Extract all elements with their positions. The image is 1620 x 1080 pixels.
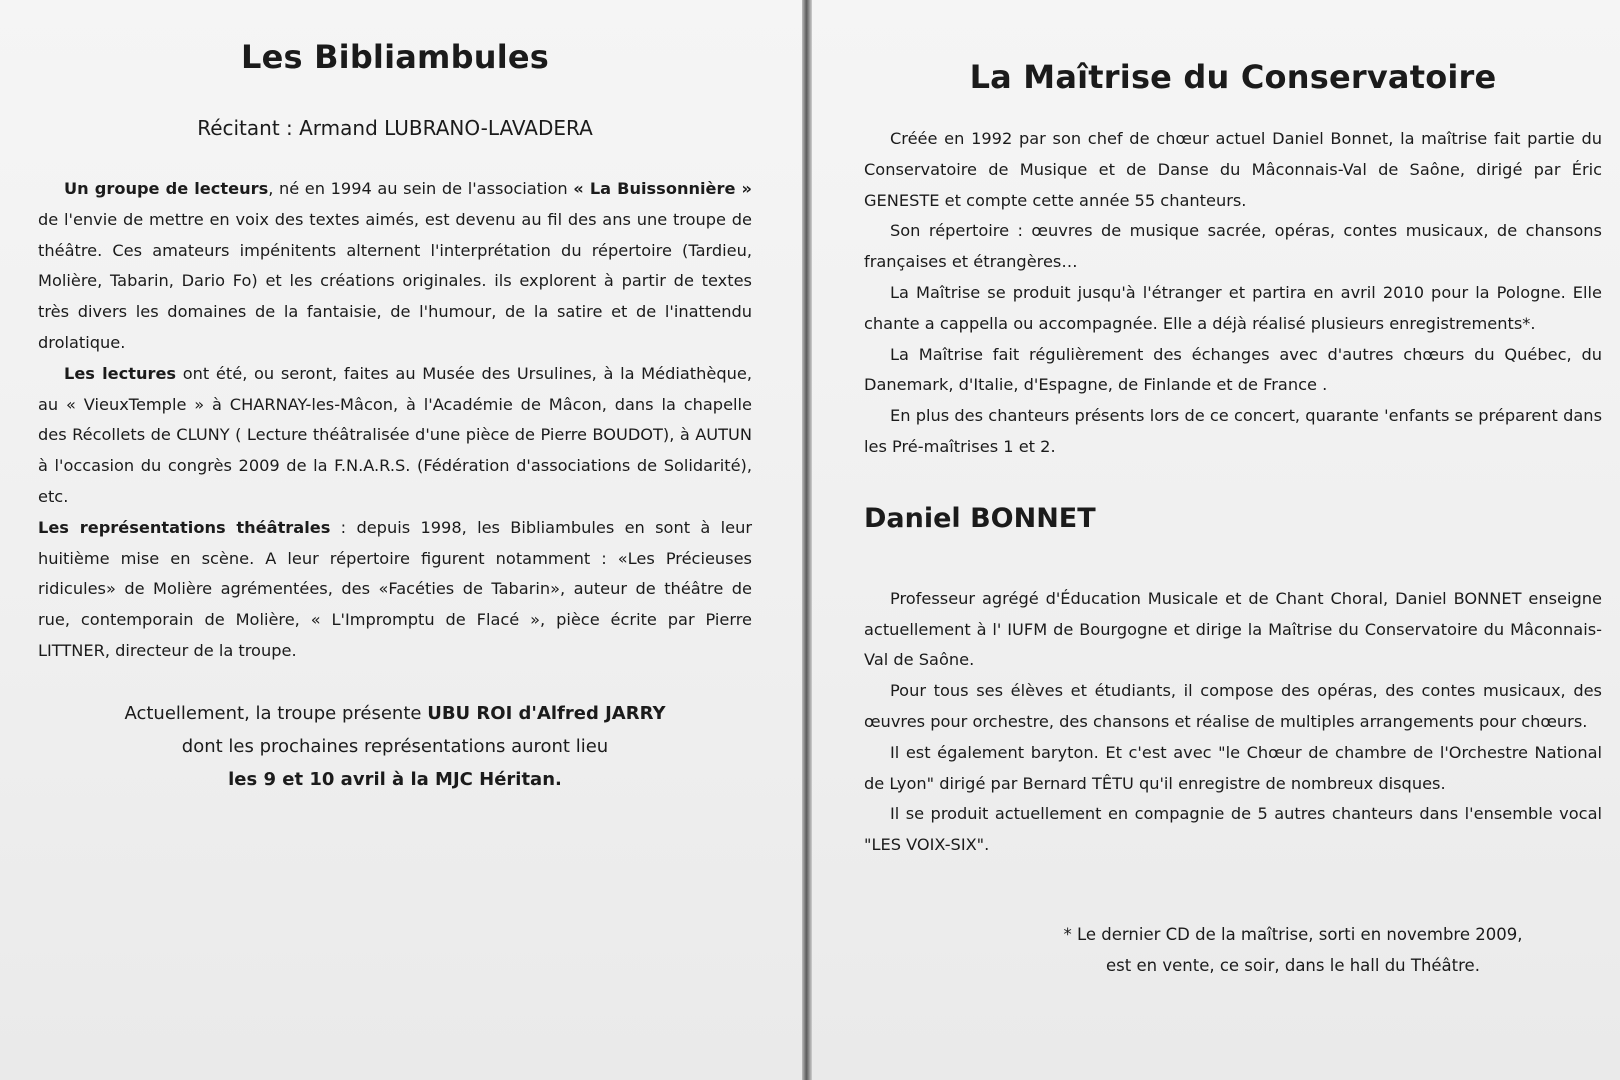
- performances-text: : depuis 1998, les Bibliambules en sont à leur huitième mise en scène. A leur répertoire figurent notamment : «Les Précieuses ridicules» de Molière agrémentées, des «Facéties de Tabarin», auteur de théâtre de rue, contemporain de Molière, « L'Impromptu de Flacé », pièce écrite par Pierre LITTNER, directeur de la troupe.: [38, 517, 752, 660]
- cd-footnote: [864, 919, 1602, 981]
- performances-paragraph: [38, 513, 752, 667]
- maitrise-paragraph-1: Créée en 1992 par son chef de chœur actuel Daniel Bonnet, la maîtrise fait partie du Conservatoire de Musique et de Danse du Mâconnais-Val de Saône, dirigé par Éric GENESTE et compte cette année 55 chanteurs.: [864, 129, 1602, 210]
- current-show-play: UBU ROI d'Alfred JARRY: [427, 702, 666, 724]
- reciter-line: Récitant : Armand LUBRANO-LAVADERA: [197, 116, 593, 140]
- cd-footnote-line-2: est en vente, ce soir, dans le hall du Théâtre.: [1106, 955, 1480, 975]
- bonnet-paragraph-2: Pour tous ses élèves et étudiants, il compose des opéras, des contes musicaux, des œuvres pour orchestre, des chansons et réalise de multiples arrangements pour chœurs.: [864, 681, 1602, 731]
- readings-bold: Les lectures: [64, 363, 177, 383]
- maitrise-paragraph-2: Son répertoire : œuvres de musique sacrée, opéras, contes musicaux, de chansons françaises et étrangères…: [864, 221, 1602, 272]
- bonnet-heading: Daniel BONNET: [864, 502, 1096, 534]
- intro-text-2: de l'envie de mettre en voix des textes aimés, est devenu au fil des ans une troupe de théâtre. Ces amateurs impénitents alternent l'interprétation du répertoire (Tardieu, Molière, Tabarin, Dario Fo) et les créations originales. ils explorent à partir de textes très divers les domaines de la fantaisie, de l'humour, de la satire et de l'inattendu drolatique.: [38, 209, 752, 352]
- current-show-text: Actuellement, la troupe présente: [124, 702, 428, 724]
- readings-paragraph: [38, 359, 752, 513]
- readings-text: ont été, ou seront, faites au Musée des Ursulines, à la Médiathèque, au « VieuxTemple » à CHARNAY-les-Mâcon, à l'Académie de Mâcon, dans la chapelle des Récollets de CLUNY ( Lecture théâtralisée d'une pièce de Pierre BOUDOT), à AUTUN à l'occasion du congrès 2009 de la F.N.A.R.S. (Fédération d'associations de Solidarité), etc.: [38, 363, 753, 506]
- current-show-dates-bold: les 9 et 10 avril à la MJC Héritan.: [228, 768, 562, 790]
- bonnet-paragraph-3: Il est également baryton. Et c'est avec "le Chœur de chambre de l'Orchestre National de Lyon" dirigé par Bernard TÊTU qu'il enregistre de nombreux disques.: [864, 742, 1602, 793]
- maitrise-paragraph-3: La Maîtrise se produit jusqu'à l'étranger et partira en avril 2010 pour la Pologne. Elle chante a cappella ou accompagnée. Elle a déjà réalisé plusieurs enregistrements*.: [864, 282, 1602, 333]
- cd-footnote-line-1: * Le dernier CD de la maîtrise, sorti en novembre 2009,: [1063, 924, 1523, 944]
- current-show-dates: [38, 763, 752, 796]
- intro-text-1: , né en 1994 au sein de l'association: [268, 179, 574, 198]
- bibliambules-title: Les Bibliambules: [240, 38, 550, 76]
- book-gutter: [802, 0, 812, 1080]
- maitrise-paragraph-5: En plus des chanteurs présents lors de ce concert, quarante 'enfants se préparent dans les Pré-maîtrises 1 et 2.: [864, 406, 1602, 456]
- current-show-line-1: [38, 697, 752, 730]
- current-show-line-2: dont les prochaines représentations auront lieu: [181, 735, 609, 757]
- bonnet-paragraph-1: Professeur agrégé d'Éducation Musicale et de Chant Choral, Daniel BONNET enseigne actuellement à l' IUFM de Bourgogne et dirige la Maîtrise du Conservatoire du Mâconnais-Val de Saône.: [864, 588, 1602, 670]
- bonnet-paragraph-4: Il se produit actuellement en compagnie de 5 autres chanteurs dans l'ensemble vocal "LES VOIX-SIX".: [864, 804, 1602, 855]
- left-page: [0, 0, 802, 1080]
- current-show: [38, 697, 752, 796]
- intro-bold-1: Un groupe de lecteurs: [64, 179, 269, 198]
- right-page: [812, 0, 1620, 1080]
- maitrise-paragraph-4: La Maîtrise fait régulièrement des échanges avec d'autres chœurs du Québec, du Danemark, d'Italie, d'Espagne, de Finlande et de France .: [864, 344, 1602, 395]
- maitrise-title: La Maîtrise du Conservatoire: [969, 58, 1497, 96]
- performances-bold: Les représentations théâtrales: [38, 517, 331, 537]
- intro-paragraph: [38, 174, 752, 359]
- intro-bold-2: « La Buissonnière »: [573, 179, 753, 198]
